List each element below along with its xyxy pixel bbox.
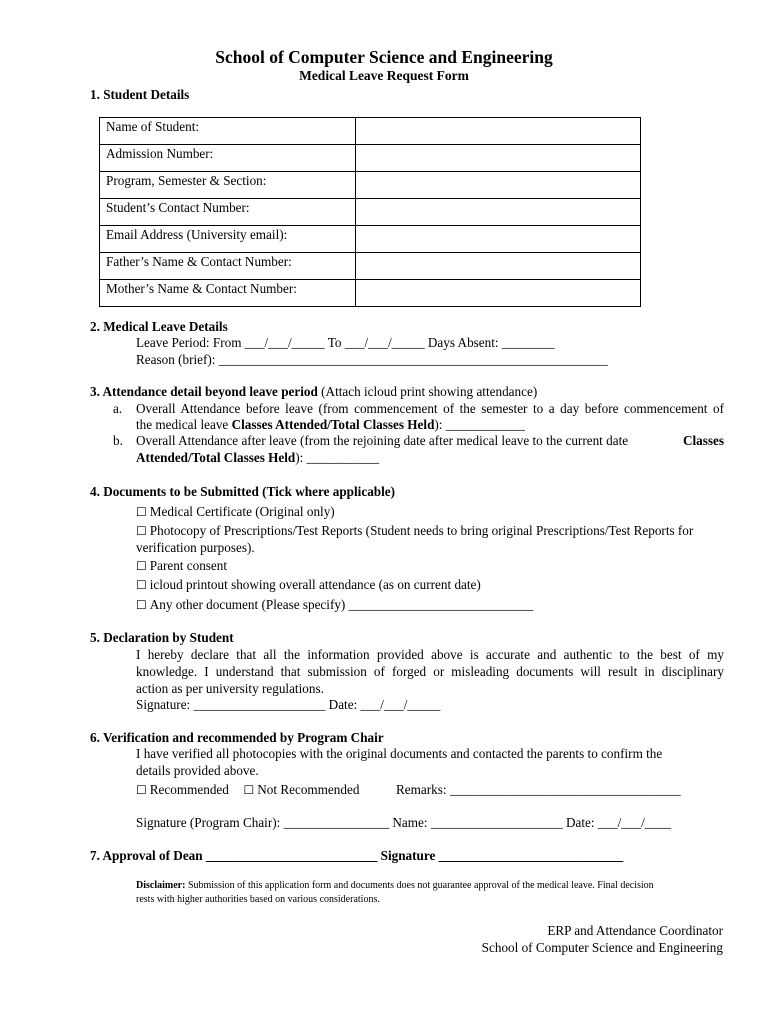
details-label: Father’s Name & Contact Number: xyxy=(100,253,356,280)
disclaimer-label: Disclaimer: xyxy=(136,880,186,891)
item-b-line2 xyxy=(136,450,379,466)
details-row xyxy=(100,280,641,307)
doc-item-prescriptions-line2: verification purposes). xyxy=(136,540,255,555)
checkbox-icon[interactable]: ☐ xyxy=(136,598,147,612)
checkbox-icon[interactable]: ☐ xyxy=(243,783,255,797)
section3-note: (Attach icloud print showing attendance) xyxy=(317,384,538,399)
doc-item-label: Any other document (Please specify) ____________________________ xyxy=(149,597,534,612)
item-b-line2-post: ): ___________ xyxy=(295,450,380,465)
item-a-line2 xyxy=(136,417,525,433)
item-b-line1 xyxy=(136,433,724,449)
section3-heading-line xyxy=(90,384,537,400)
not-recommended-label: Not Recommended xyxy=(257,782,360,797)
section1-heading: 1. Student Details xyxy=(90,87,190,102)
details-row xyxy=(100,199,641,226)
item-b-line2-bold: Attended/Total Classes Held xyxy=(136,450,296,465)
section4-heading: 4. Documents to be Submitted (Tick where applicable) xyxy=(90,484,396,499)
declaration-line3: action as per university regulations. xyxy=(136,681,324,696)
details-row xyxy=(100,118,641,145)
item-a-line2-pre: the medical leave xyxy=(136,417,232,432)
item-a-line2-post: ): ____________ xyxy=(434,417,525,432)
details-value-field[interactable] xyxy=(356,172,641,199)
program-chair-signature-line: Signature (Program Chair): ________________ Name: ____________________ Date: ___/___/____ xyxy=(136,815,672,830)
doc-item-label: Photocopy of Prescriptions/Test Reports (Student needs to bring original Prescriptions/Test Reports for xyxy=(149,523,694,538)
disclaimer-line1 xyxy=(136,880,654,891)
section2-heading: 2. Medical Leave Details xyxy=(90,319,228,334)
details-row xyxy=(100,226,641,253)
details-value-field[interactable] xyxy=(356,226,641,253)
recommendation-row xyxy=(136,782,681,798)
details-row xyxy=(100,253,641,280)
checkbox-icon[interactable]: ☐ xyxy=(136,559,147,573)
doc-item-icloud-printout xyxy=(136,577,481,593)
details-value-field[interactable] xyxy=(356,199,641,226)
details-value-field[interactable] xyxy=(356,118,641,145)
disclaimer-text: Submission of this application form and documents does not guarantee approval of the medical leave. Final decision xyxy=(185,880,654,891)
declaration-line2: knowledge. I understand that submission of forged or misleading documents will result in disciplinary xyxy=(136,664,724,679)
details-label: Admission Number: xyxy=(100,145,356,172)
doc-item-label: Medical Certificate (Original only) xyxy=(149,504,335,519)
footer-school: School of Computer Science and Engineering xyxy=(481,940,723,955)
details-row xyxy=(100,145,641,172)
checkbox-icon[interactable]: ☐ xyxy=(136,524,147,538)
declaration-line1: I hereby declare that all the information provided above is accurate and authentic to the best of my xyxy=(136,647,724,662)
item-a-line1: Overall Attendance before leave (from commencement of the semester to a day before commencement of xyxy=(136,401,724,416)
doc-item-label: Parent consent xyxy=(149,558,228,573)
doc-item-label: icloud printout showing overall attendance (as on current date) xyxy=(149,577,481,592)
section6-heading: 6. Verification and recommended by Program Chair xyxy=(90,730,384,745)
section3-heading: 3. Attendance detail beyond leave period xyxy=(90,384,318,399)
student-signature-line: Signature: ____________________ Date: ___/___/_____ xyxy=(136,697,441,712)
details-value-field[interactable] xyxy=(356,145,641,172)
item-b-marker: b. xyxy=(113,433,123,448)
school-title: School of Computer Science and Engineering xyxy=(215,47,553,67)
details-value-field[interactable] xyxy=(356,253,641,280)
disclaimer-line2: rests with higher authorities based on various considerations. xyxy=(136,894,380,905)
section5-heading: 5. Declaration by Student xyxy=(90,630,234,645)
details-label: Program, Semester & Section: xyxy=(100,172,356,199)
checkbox-icon[interactable]: ☐ xyxy=(136,578,147,592)
doc-item-other xyxy=(136,597,533,613)
checkbox-icon[interactable]: ☐ xyxy=(136,783,147,797)
dean-approval-line: 7. Approval of Dean __________________________ Signature ____________________________ xyxy=(90,848,624,863)
details-row xyxy=(100,172,641,199)
doc-item-medical-certificate xyxy=(136,504,335,520)
details-value-field[interactable] xyxy=(356,280,641,307)
leave-period-line: Leave Period: From ___/___/_____ To ___/___/_____ Days Absent: ________ xyxy=(136,335,555,350)
details-label: Mother’s Name & Contact Number: xyxy=(100,280,356,307)
remarks-line: Remarks: ___________________________________ xyxy=(396,782,681,797)
doc-item-prescriptions xyxy=(136,523,724,539)
recommended-label: Recommended xyxy=(149,782,229,797)
item-a-line2-bold: Classes Attended/Total Classes Held xyxy=(231,417,435,432)
checkbox-icon[interactable]: ☐ xyxy=(136,505,147,519)
reason-line: Reason (brief): ___________________________________________________________ xyxy=(136,352,608,367)
form-title: Medical Leave Request Form xyxy=(299,68,469,83)
details-label: Name of Student: xyxy=(100,118,356,145)
details-label: Email Address (University email): xyxy=(100,226,356,253)
doc-item-parent-consent xyxy=(136,558,227,574)
student-details-table xyxy=(99,117,641,307)
item-b-line1-pre: Overall Attendance after leave (from the rejoining date after medical leave to the current date xyxy=(136,433,632,448)
item-a-marker: a. xyxy=(113,401,123,416)
item-b-line1-bold: Classes xyxy=(682,433,724,448)
verification-line1: I have verified all photocopies with the original documents and contacted the parents to confirm the xyxy=(136,746,663,761)
details-label: Student’s Contact Number: xyxy=(100,199,356,226)
verification-line2: details provided above. xyxy=(136,763,259,778)
footer-coordinator: ERP and Attendance Coordinator xyxy=(547,923,723,938)
